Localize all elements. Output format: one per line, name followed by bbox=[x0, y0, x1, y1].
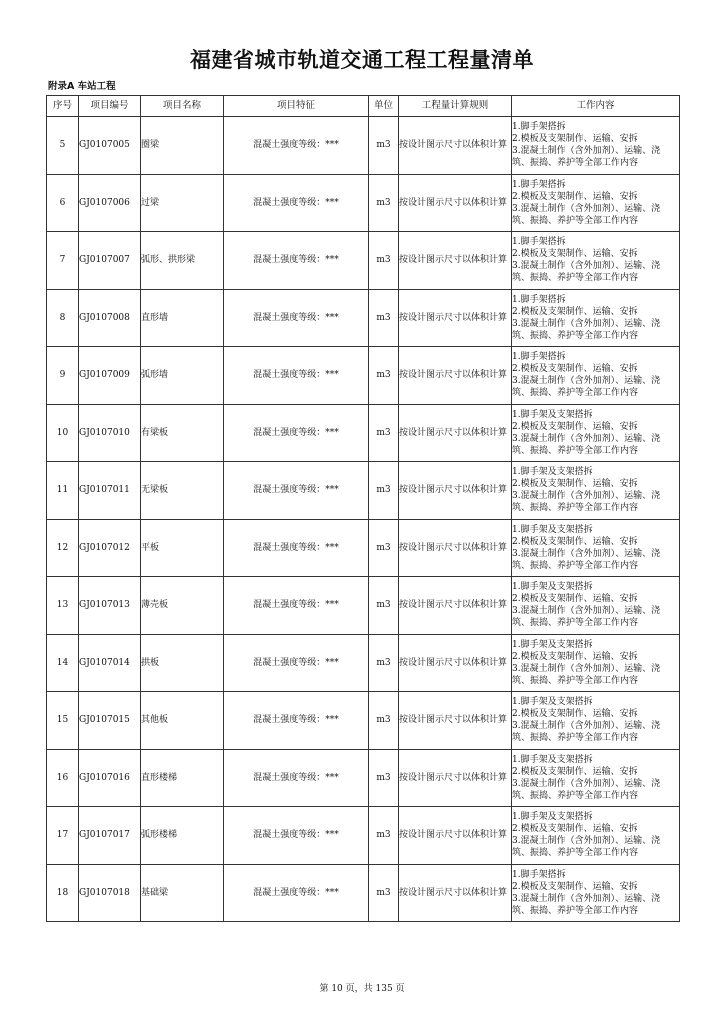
work-line: 3.混凝土制作（含外加剂）、运输、浇 bbox=[512, 663, 661, 674]
row-name-cell: 弧形、拱形梁 bbox=[141, 232, 224, 290]
work-line: 1.脚手架搭拆 bbox=[512, 352, 566, 363]
row-rule-cell: 按设计图示尺寸以体积计算 bbox=[399, 807, 512, 865]
row-unit-cell: m3 bbox=[369, 232, 399, 290]
header-work: 工作内容 bbox=[512, 96, 680, 117]
work-line: 2.模板及支架制作、运输、安拆 bbox=[512, 479, 638, 490]
row-work-cell bbox=[512, 577, 680, 635]
row-code-cell: GJ0107010 bbox=[79, 404, 141, 462]
row-feature-cell: 混凝土强度等级：*** bbox=[224, 577, 369, 635]
header-unit: 单位 bbox=[369, 96, 399, 117]
work-line: 1.脚手架及支架搭拆 bbox=[512, 812, 593, 823]
work-line: 2.模板及支架制作、运输、安拆 bbox=[512, 306, 638, 317]
work-line: 筑、振捣、养护等全部工作内容 bbox=[512, 733, 639, 744]
row-unit-cell: m3 bbox=[369, 347, 399, 405]
row-code-cell: GJ0107013 bbox=[79, 577, 141, 635]
row-work-cell bbox=[512, 749, 680, 807]
row-unit-cell: m3 bbox=[369, 404, 399, 462]
work-line: 3.混凝土制作（含外加剂）、运输、浇 bbox=[512, 548, 661, 559]
work-line: 3.混凝土制作（含外加剂）、运输、浇 bbox=[512, 606, 661, 617]
row-feature-cell: 混凝土强度等级：*** bbox=[224, 634, 369, 692]
work-line: 1.脚手架及支架搭拆 bbox=[512, 524, 593, 535]
work-line: 1.脚手架及支架搭拆 bbox=[512, 409, 593, 420]
row-rule-cell: 按设计图示尺寸以体积计算 bbox=[399, 289, 512, 347]
work-line: 筑、振捣、养护等全部工作内容 bbox=[512, 215, 639, 226]
table-row bbox=[47, 577, 680, 635]
work-line: 2.模板及支架制作、运输、安拆 bbox=[512, 134, 638, 145]
work-line: 筑、振捣、养护等全部工作内容 bbox=[512, 388, 639, 399]
row-work-cell bbox=[512, 347, 680, 405]
row-unit-cell: m3 bbox=[369, 519, 399, 577]
row-rule-cell: 按设计图示尺寸以体积计算 bbox=[399, 174, 512, 232]
appendix-label: 附录A 车站工程 bbox=[48, 81, 116, 92]
row-unit-cell: m3 bbox=[369, 117, 399, 175]
row-code-cell: GJ0107017 bbox=[79, 807, 141, 865]
row-feature-cell: 混凝土强度等级：*** bbox=[224, 289, 369, 347]
work-line: 2.模板及支架制作、运输、安拆 bbox=[512, 881, 638, 892]
table-row bbox=[47, 519, 680, 577]
table-row bbox=[47, 117, 680, 175]
work-line: 1.脚手架及支架搭拆 bbox=[512, 582, 593, 593]
row-feature-cell: 混凝土强度等级：*** bbox=[224, 174, 369, 232]
row-work-cell bbox=[512, 462, 680, 520]
work-line: 1.脚手架及支架搭拆 bbox=[512, 697, 593, 708]
row-name-cell: 拱板 bbox=[141, 634, 224, 692]
row-seq-cell: 7 bbox=[47, 232, 79, 290]
work-line: 1.脚手架及支架搭拆 bbox=[512, 467, 593, 478]
row-rule-cell: 按设计图示尺寸以体积计算 bbox=[399, 864, 512, 922]
row-code-cell: GJ0107014 bbox=[79, 634, 141, 692]
row-seq-cell: 6 bbox=[47, 174, 79, 232]
row-rule-cell: 按设计图示尺寸以体积计算 bbox=[399, 347, 512, 405]
row-seq-cell: 13 bbox=[47, 577, 79, 635]
row-unit-cell: m3 bbox=[369, 174, 399, 232]
row-feature-cell: 混凝土强度等级：*** bbox=[224, 749, 369, 807]
row-name-cell: 有梁板 bbox=[141, 404, 224, 462]
row-seq-cell: 14 bbox=[47, 634, 79, 692]
row-name-cell: 圈梁 bbox=[141, 117, 224, 175]
work-line: 筑、振捣、养护等全部工作内容 bbox=[512, 330, 639, 341]
header-seq: 序号 bbox=[47, 96, 79, 117]
work-line: 3.混凝土制作（含外加剂）、运输、浇 bbox=[512, 146, 661, 157]
header-code: 项目编号 bbox=[79, 96, 141, 117]
row-seq-cell: 5 bbox=[47, 117, 79, 175]
row-work-cell bbox=[512, 864, 680, 922]
row-seq-cell: 16 bbox=[47, 749, 79, 807]
work-line: 筑、振捣、养护等全部工作内容 bbox=[512, 618, 639, 629]
work-line: 2.模板及支架制作、运输、安拆 bbox=[512, 421, 638, 432]
row-seq-cell: 11 bbox=[47, 462, 79, 520]
header-rule: 工程量计算规则 bbox=[399, 96, 512, 117]
work-line: 2.模板及支架制作、运输、安拆 bbox=[512, 191, 638, 202]
row-code-cell: GJ0107016 bbox=[79, 749, 141, 807]
table-row bbox=[47, 289, 680, 347]
row-feature-cell: 混凝土强度等级：*** bbox=[224, 232, 369, 290]
row-rule-cell: 按设计图示尺寸以体积计算 bbox=[399, 117, 512, 175]
work-line: 2.模板及支架制作、运输、安拆 bbox=[512, 594, 638, 605]
row-unit-cell: m3 bbox=[369, 634, 399, 692]
row-rule-cell: 按设计图示尺寸以体积计算 bbox=[399, 519, 512, 577]
row-feature-cell: 混凝土强度等级：*** bbox=[224, 692, 369, 750]
row-seq-cell: 12 bbox=[47, 519, 79, 577]
work-line: 筑、振捣、养护等全部工作内容 bbox=[512, 790, 639, 801]
work-line: 3.混凝土制作（含外加剂）、运输、浇 bbox=[512, 376, 661, 387]
row-code-cell: GJ0107018 bbox=[79, 864, 141, 922]
work-line: 筑、振捣、养护等全部工作内容 bbox=[512, 158, 639, 169]
row-code-cell: GJ0107006 bbox=[79, 174, 141, 232]
work-line: 3.混凝土制作（含外加剂）、运输、浇 bbox=[512, 261, 661, 272]
page-footer: 第 10 页，共 135 页 bbox=[319, 984, 405, 994]
row-work-cell bbox=[512, 404, 680, 462]
row-code-cell: GJ0107009 bbox=[79, 347, 141, 405]
work-line: 3.混凝土制作（含外加剂）、运输、浇 bbox=[512, 433, 661, 444]
row-rule-cell: 按设计图示尺寸以体积计算 bbox=[399, 232, 512, 290]
work-line: 3.混凝土制作（含外加剂）、运输、浇 bbox=[512, 778, 661, 789]
table-row bbox=[47, 692, 680, 750]
row-rule-cell: 按设计图示尺寸以体积计算 bbox=[399, 692, 512, 750]
work-line: 3.混凝土制作（含外加剂）、运输、浇 bbox=[512, 491, 661, 502]
row-feature-cell: 混凝土强度等级：*** bbox=[224, 404, 369, 462]
table-row bbox=[47, 749, 680, 807]
work-line: 筑、振捣、养护等全部工作内容 bbox=[512, 675, 639, 686]
row-work-cell bbox=[512, 519, 680, 577]
header-name: 项目名称 bbox=[141, 96, 224, 117]
row-unit-cell: m3 bbox=[369, 462, 399, 520]
row-rule-cell: 按设计图示尺寸以体积计算 bbox=[399, 634, 512, 692]
work-line: 3.混凝土制作（含外加剂）、运输、浇 bbox=[512, 836, 661, 847]
work-line: 筑、振捣、养护等全部工作内容 bbox=[512, 445, 639, 456]
row-unit-cell: m3 bbox=[369, 807, 399, 865]
row-seq-cell: 9 bbox=[47, 347, 79, 405]
work-line: 2.模板及支架制作、运输、安拆 bbox=[512, 651, 638, 662]
row-feature-cell: 混凝土强度等级：*** bbox=[224, 347, 369, 405]
row-feature-cell: 混凝土强度等级：*** bbox=[224, 117, 369, 175]
row-code-cell: GJ0107008 bbox=[79, 289, 141, 347]
row-feature-cell: 混凝土强度等级：*** bbox=[224, 462, 369, 520]
table-row bbox=[47, 462, 680, 520]
row-rule-cell: 按设计图示尺寸以体积计算 bbox=[399, 577, 512, 635]
row-name-cell: 弧形墙 bbox=[141, 347, 224, 405]
row-code-cell: GJ0107011 bbox=[79, 462, 141, 520]
work-line: 1.脚手架搭拆 bbox=[512, 122, 566, 133]
row-feature-cell: 混凝土强度等级：*** bbox=[224, 807, 369, 865]
row-code-cell: GJ0107015 bbox=[79, 692, 141, 750]
row-name-cell: 弧形楼梯 bbox=[141, 807, 224, 865]
page-title: 福建省城市轨道交通工程工程量清单 bbox=[190, 48, 534, 72]
row-work-cell bbox=[512, 692, 680, 750]
work-line: 筑、振捣、养护等全部工作内容 bbox=[512, 848, 639, 859]
row-unit-cell: m3 bbox=[369, 864, 399, 922]
table-header-row bbox=[47, 96, 680, 117]
table-row bbox=[47, 634, 680, 692]
work-line: 筑、振捣、养护等全部工作内容 bbox=[512, 273, 639, 284]
row-seq-cell: 15 bbox=[47, 692, 79, 750]
work-line: 2.模板及支架制作、运输、安拆 bbox=[512, 766, 638, 777]
table-row bbox=[47, 347, 680, 405]
row-name-cell: 平板 bbox=[141, 519, 224, 577]
work-line: 2.模板及支架制作、运输、安拆 bbox=[512, 824, 638, 835]
table-row bbox=[47, 807, 680, 865]
work-line: 3.混凝土制作（含外加剂）、运输、浇 bbox=[512, 203, 661, 214]
row-name-cell: 薄壳板 bbox=[141, 577, 224, 635]
work-line: 筑、振捣、养护等全部工作内容 bbox=[512, 560, 639, 571]
row-feature-cell: 混凝土强度等级：*** bbox=[224, 519, 369, 577]
row-rule-cell: 按设计图示尺寸以体积计算 bbox=[399, 749, 512, 807]
work-line: 1.脚手架搭拆 bbox=[512, 237, 566, 248]
bill-of-quantities-table bbox=[46, 95, 680, 922]
work-line: 2.模板及支架制作、运输、安拆 bbox=[512, 364, 638, 375]
work-line: 1.脚手架及支架搭拆 bbox=[512, 754, 593, 765]
work-line: 筑、振捣、养护等全部工作内容 bbox=[512, 905, 639, 916]
row-unit-cell: m3 bbox=[369, 289, 399, 347]
row-name-cell: 直形墙 bbox=[141, 289, 224, 347]
work-line: 3.混凝土制作（含外加剂）、运输、浇 bbox=[512, 318, 661, 329]
row-work-cell bbox=[512, 289, 680, 347]
row-unit-cell: m3 bbox=[369, 692, 399, 750]
table-row bbox=[47, 174, 680, 232]
row-name-cell: 过梁 bbox=[141, 174, 224, 232]
row-work-cell bbox=[512, 232, 680, 290]
work-line: 1.脚手架搭拆 bbox=[512, 294, 566, 305]
table-body bbox=[47, 117, 680, 922]
row-code-cell: GJ0107005 bbox=[79, 117, 141, 175]
work-line: 筑、振捣、养护等全部工作内容 bbox=[512, 503, 639, 514]
row-code-cell: GJ0107007 bbox=[79, 232, 141, 290]
work-line: 2.模板及支架制作、运输、安拆 bbox=[512, 536, 638, 547]
row-seq-cell: 8 bbox=[47, 289, 79, 347]
work-line: 1.脚手架搭拆 bbox=[512, 179, 566, 190]
row-feature-cell: 混凝土强度等级：*** bbox=[224, 864, 369, 922]
row-work-cell bbox=[512, 807, 680, 865]
row-work-cell bbox=[512, 634, 680, 692]
row-seq-cell: 10 bbox=[47, 404, 79, 462]
table-row bbox=[47, 232, 680, 290]
row-name-cell: 无梁板 bbox=[141, 462, 224, 520]
work-line: 3.混凝土制作（含外加剂）、运输、浇 bbox=[512, 721, 661, 732]
row-rule-cell: 按设计图示尺寸以体积计算 bbox=[399, 404, 512, 462]
work-line: 1.脚手架及支架搭拆 bbox=[512, 639, 593, 650]
row-name-cell: 直形楼梯 bbox=[141, 749, 224, 807]
header-feature: 项目特征 bbox=[224, 96, 369, 117]
row-rule-cell: 按设计图示尺寸以体积计算 bbox=[399, 462, 512, 520]
work-line: 2.模板及支架制作、运输、安拆 bbox=[512, 249, 638, 260]
row-seq-cell: 17 bbox=[47, 807, 79, 865]
work-line: 1.脚手架搭拆 bbox=[512, 869, 566, 880]
table-row bbox=[47, 864, 680, 922]
row-name-cell: 基础梁 bbox=[141, 864, 224, 922]
row-code-cell: GJ0107012 bbox=[79, 519, 141, 577]
row-work-cell bbox=[512, 117, 680, 175]
work-line: 3.混凝土制作（含外加剂）、运输、浇 bbox=[512, 893, 661, 904]
row-name-cell: 其他板 bbox=[141, 692, 224, 750]
table-row bbox=[47, 404, 680, 462]
row-unit-cell: m3 bbox=[369, 749, 399, 807]
row-seq-cell: 18 bbox=[47, 864, 79, 922]
row-work-cell bbox=[512, 174, 680, 232]
work-line: 2.模板及支架制作、运输、安拆 bbox=[512, 709, 638, 720]
row-unit-cell: m3 bbox=[369, 577, 399, 635]
